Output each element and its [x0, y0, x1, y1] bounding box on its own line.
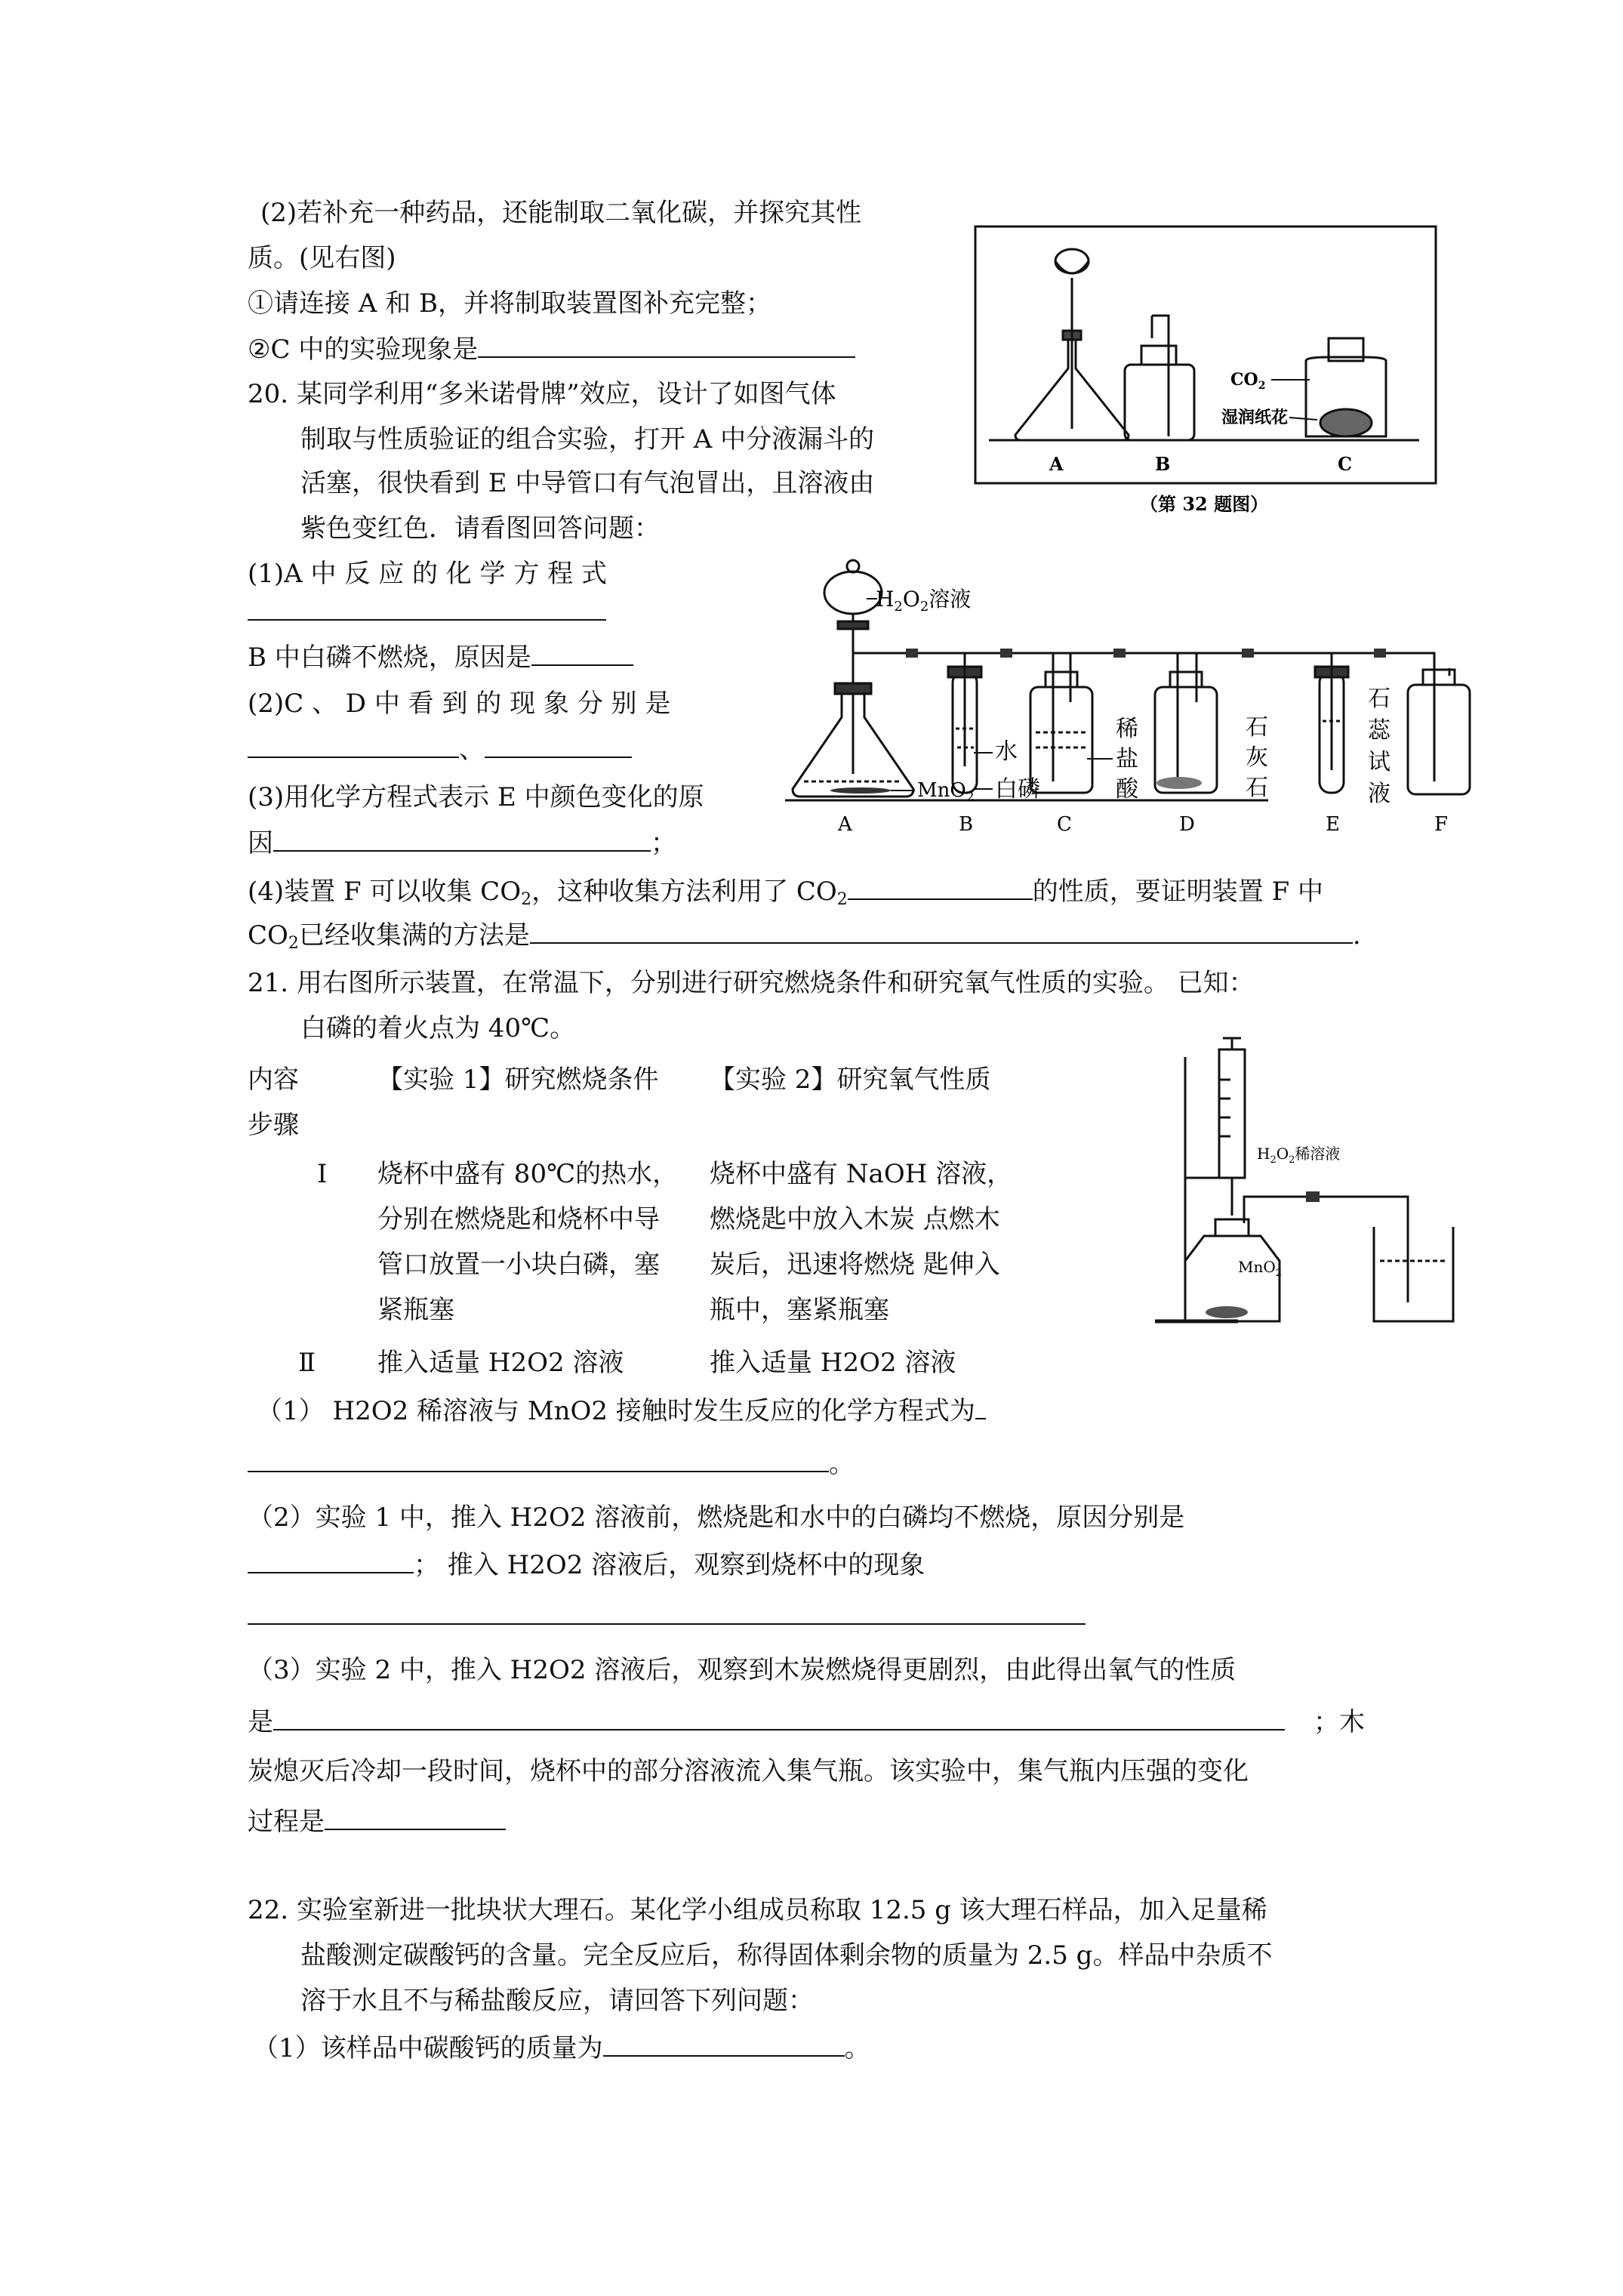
table-header-exp1: 【实验 1】研究燃烧条件	[377, 1065, 659, 1095]
q22-part-1: （1）该样品中碳酸钙的质量为 。	[253, 2033, 870, 2063]
q19-line-2: 质。(见右图)	[248, 243, 396, 273]
exp2-step2: 推入适量 H2O2 溶液	[710, 1348, 956, 1378]
q21-part-2: （2）实验 1 中，推入 H2O2 溶液前，燃烧匙和水中的白磷均不燃烧，原因分别是	[248, 1502, 1185, 1533]
label-b: B	[1155, 453, 1171, 475]
q22-line-1: 22. 实验室新进一批块状大理石。某化学小组成员称取 12.5 g 该大理石样品，加入足量稀	[248, 1895, 1267, 1925]
q19-line-3: ①请连接 A 和 B，并将制取装置图补充完整；	[248, 288, 771, 319]
label-b: B	[959, 813, 974, 836]
litmus-char-2: 蕊	[1368, 717, 1390, 744]
limestone-char-1: 石	[1246, 714, 1268, 741]
answer-blank[interactable]	[848, 876, 1033, 900]
answer-blank[interactable]	[603, 2032, 845, 2057]
mno2-label: MnO$_2$	[1238, 1258, 1283, 1279]
answer-blank[interactable]	[248, 734, 459, 758]
q20-part-1-blank-line	[248, 596, 606, 627]
label-d: D	[1179, 813, 1195, 836]
q22-line-2: 盐酸测定碳酸钙的含量。完全反应后，称得固体剩余物的质量为 2.5 g。样品中杂质不	[300, 1940, 1273, 1971]
q20-part-1b: B 中白磷不燃烧，原因是	[248, 642, 633, 673]
bottle-b	[1125, 316, 1194, 440]
q20-part-3a: (3)用化学方程式表示 E 中颜色变化的原	[248, 782, 704, 812]
answer-blank[interactable]	[248, 596, 606, 621]
svg-text:CO2: $CO_2$	[1230, 370, 1266, 392]
exp1-step1-line2: 分别在燃烧匙和烧杯中导	[377, 1204, 660, 1234]
q20-part-4a: (4)装置 F 可以收集 $CO_2$，这种收集方法利用了 $CO_2$ 的性质，要证明装置 F 中	[248, 877, 1323, 909]
step-2-label: Ⅱ	[298, 1348, 316, 1378]
label-e: E	[1326, 813, 1340, 836]
limestone-char-3: 石	[1246, 775, 1268, 801]
q21-part-2-blank-line	[248, 1601, 1086, 1632]
answer-blank[interactable]	[273, 1706, 1285, 1730]
answer-blank[interactable]	[975, 1395, 986, 1419]
answer-blank[interactable]	[485, 734, 632, 758]
answer-blank[interactable]	[530, 920, 1353, 944]
flask-a	[1015, 249, 1129, 440]
exp2-step1-line3: 炭后，迅速将燃烧 匙伸入	[710, 1250, 1000, 1280]
q21-part-3b: 是 ；木	[248, 1707, 1365, 1737]
q19-prompt: ②C 中的实验现象是	[248, 334, 479, 365]
answer-blank[interactable]	[273, 827, 651, 852]
wet-paper-label: 湿润纸花	[1221, 408, 1289, 427]
label-f: F	[1434, 813, 1449, 836]
q21-part-3: （3）实验 2 中，推入 H2O2 溶液后，观察到木炭燃烧得更剧烈，由此得出氧气的性质	[248, 1655, 1236, 1685]
figure-caption: （第 32 题图）	[1140, 493, 1269, 515]
syringe-apparatus-figure	[1155, 1034, 1480, 1329]
litmus-char-1: 石	[1368, 686, 1390, 712]
exp2-step1-line2: 燃烧匙中放入木炭 点燃木	[710, 1204, 1000, 1234]
table-header-content: 内容	[248, 1065, 299, 1095]
exp2-step1-line1: 烧杯中盛有 NaOH 溶液，	[710, 1159, 1013, 1189]
bottle-c	[1306, 338, 1386, 436]
label-c: C	[1057, 813, 1072, 836]
q21-part-3c: 炭熄灭后冷却一段时间，烧杯中的部分溶液流入集气瓶。该实验中，集气瓶内压强的变化	[248, 1756, 1249, 1786]
exp1-step1-line4: 紧瓶塞	[377, 1295, 454, 1325]
exp1-step1-line1: 烧杯中盛有 80℃的热水，	[377, 1159, 679, 1189]
label-c: C	[1338, 453, 1353, 475]
domino-apparatus-figure	[785, 540, 1480, 842]
q21-part-1-blank-line: 。	[248, 1448, 855, 1479]
h2o2-dilute-label: $H_2O_2$稀溶液	[1257, 1145, 1341, 1166]
q20-part-1: (1)A 中 反 应 的 化 学 方 程 式	[248, 559, 607, 589]
q20-part-2-blanks: 、	[248, 734, 632, 765]
answer-blank[interactable]	[248, 1549, 414, 1573]
acid-char-1: 稀	[1116, 716, 1138, 742]
q20-part-4b: $CO_2$已经收集满的方法是 .	[248, 920, 1361, 953]
answer-blank[interactable]	[531, 642, 633, 666]
q21-line-1: 21. 用右图所示装置，在常温下，分别进行研究燃烧条件和研究氧气性质的实验。 已知：	[248, 968, 1255, 998]
q20-line-2: 制取与性质验证的组合实验，打开 A 中分液漏斗的	[300, 424, 875, 455]
q20-part-3b: 因 ；	[248, 828, 676, 858]
exp1-step2: 推入适量 H2O2 溶液	[377, 1348, 624, 1378]
label-a: A	[1049, 453, 1064, 475]
q21-part-2b: ； 推入 H2O2 溶液后，观察到烧杯中的现象	[248, 1549, 925, 1580]
litmus-char-3: 试	[1368, 749, 1390, 775]
table-header-step: 步骤	[248, 1110, 299, 1140]
q22-line-3: 溶于水且不与稀盐酸反应，请回答下列问题：	[300, 1986, 814, 2016]
acid-char-3: 酸	[1116, 776, 1138, 803]
q21-part-3d: 过程是	[248, 1806, 506, 1837]
q20-line-1: 20. 某同学利用“多米诺骨牌”效应，设计了如图气体	[248, 379, 836, 409]
label-a: A	[838, 813, 852, 836]
mno2-label: MnO$_2$	[917, 779, 975, 805]
co2-apparatus-figure	[974, 225, 1437, 519]
water-label: 水	[995, 738, 1018, 765]
q19-line-4	[248, 334, 855, 365]
answer-blank[interactable]	[248, 1448, 829, 1472]
exp1-step1-line3: 管口放置一小块白磷，塞	[377, 1250, 660, 1280]
limestone-char-2: 灰	[1246, 744, 1268, 771]
q21-line-2: 白磷的着火点为 40℃。	[300, 1013, 576, 1043]
litmus-char-4: 液	[1368, 781, 1390, 807]
step-1-label: Ⅰ	[317, 1159, 328, 1189]
answer-blank[interactable]	[325, 1806, 506, 1830]
q20-line-4: 紫色变红色．请看图回答问题：	[300, 513, 660, 544]
q21-part-1: （1） H2O2 稀溶液与 MnO2 接触时发生反应的化学方程式为	[257, 1395, 986, 1426]
answer-blank[interactable]	[248, 1601, 1086, 1625]
table-header-exp2: 【实验 2】研究氧气性质	[710, 1065, 991, 1095]
answer-blank[interactable]	[478, 334, 855, 358]
q20-part-2: (2)C 、 D 中 看 到 的 现 象 分 别 是	[248, 689, 671, 719]
white-phosphorus-label: 白磷	[995, 776, 1040, 803]
q20-line-3: 活塞，很快看到 E 中导管口有气泡冒出，且溶液由	[300, 468, 875, 498]
h2o2-label: $H_2O_2$溶液	[876, 587, 972, 615]
acid-char-2: 盐	[1116, 746, 1138, 772]
q19-line-1: (2)若补充一种药品，还能制取二氧化碳，并探究其性	[260, 198, 862, 228]
exp2-step1-line4: 瓶中，塞紧瓶塞	[710, 1295, 889, 1325]
